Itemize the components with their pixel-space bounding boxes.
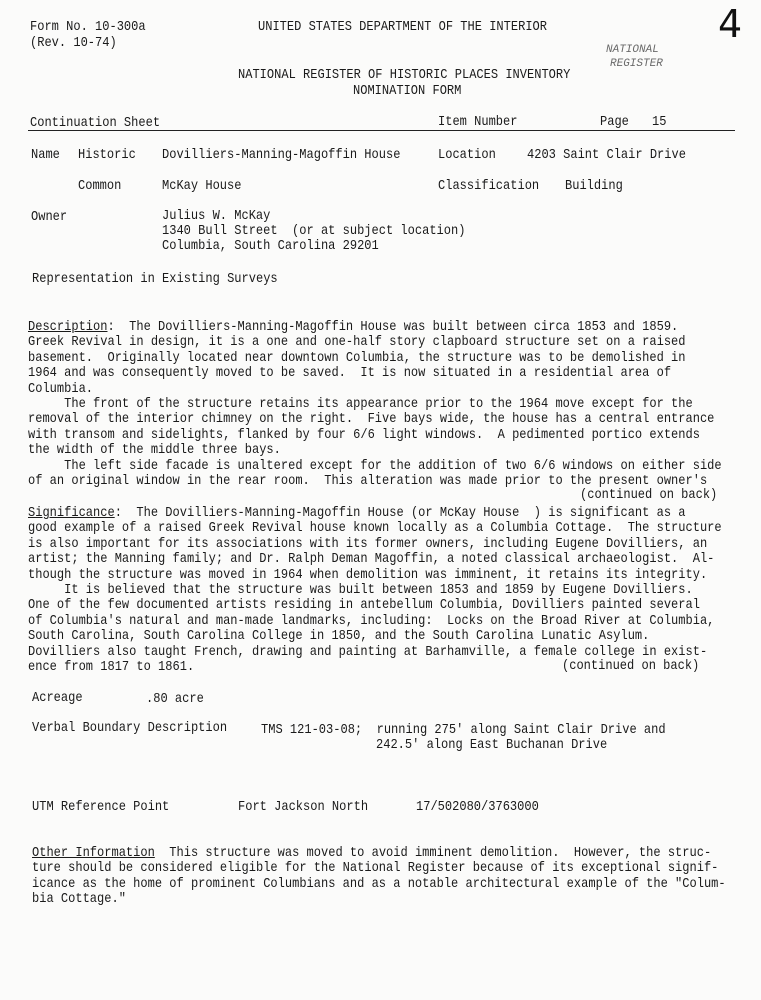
significance-line: artist; the Manning family; and Dr. Ralph Deman Magoffin, a noted classical archaeologist. Al- <box>28 551 715 568</box>
received-stamp-line1: NATIONAL <box>606 44 659 56</box>
historic-name: Dovilliers-Manning-Magoffin House <box>162 147 401 163</box>
utm-quad: Fort Jackson North <box>238 799 369 815</box>
description-section <box>28 320 753 489</box>
received-stamp-line2: REGISTER <box>610 58 663 70</box>
other-information-line: icance as the home of prominent Columbians and as a notable architectural example of the "Colum- <box>32 875 726 892</box>
description-continued: (continued on back) <box>580 487 718 503</box>
common-name: McKay House <box>162 178 242 194</box>
location-label: Location <box>438 147 496 163</box>
acreage-label: Acreage <box>32 690 83 706</box>
significance-line: One of the few documented artists residing in antebellum Columbia, Dovilliers painted several <box>28 597 700 614</box>
description-line: basement. Originally located near downtown Columbia, the structure was to be demolished in <box>28 349 686 366</box>
significance-section <box>28 506 753 675</box>
acreage-value: .80 acre <box>146 691 204 707</box>
page-label: Page <box>600 114 629 130</box>
significance-line: South Carolina, South Carolina College in 1850, and the South Carolina Lunatic Asylum. <box>28 628 650 645</box>
other-information-line: ture should be considered eligible for the National Register because of its exceptional signif- <box>32 860 719 877</box>
boundary-line1: TMS 121-03-08; running 275' along Saint Clair Drive and <box>261 722 666 738</box>
description-line: with transom and sidelights, flanked by four 6/6 light windows. A pedimented portico extends <box>28 426 700 443</box>
historic-label: Historic <box>78 147 136 163</box>
form-revision: (Rev. 10-74) <box>30 35 117 51</box>
other-information-line: bia Cottage." <box>32 891 126 908</box>
name-label: Name <box>31 147 60 163</box>
significance-line: ence from 1817 to 1861. <box>28 659 195 676</box>
description-line: Columbia. <box>28 380 94 397</box>
description-line: : The Dovilliers-Manning-Magoffin House was built between circa 1853 and 1859. <box>107 319 679 335</box>
owner-label: Owner <box>31 209 68 225</box>
description-line: the width of the middle three bays. <box>28 442 281 459</box>
corner-page-number: 4 <box>718 2 743 46</box>
other-information-line: This structure was moved to avoid imminent demolition. However, the struc- <box>154 845 712 861</box>
significance-continued: (continued on back) <box>562 658 700 674</box>
location-value: 4203 Saint Clair Drive <box>527 147 686 163</box>
boundary-label: Verbal Boundary Description <box>32 720 228 736</box>
description-line: 1964 and was consequently moved to be saved. It is now situated in a residential area of <box>28 365 672 382</box>
sheet-divider <box>28 130 735 131</box>
description-label: Description <box>28 319 108 335</box>
owner-city: Columbia, South Carolina 29201 <box>162 238 379 254</box>
description-line: Greek Revival in design, it is a one and one-half story clapboard structure set on a raised <box>28 334 686 351</box>
form-title: NATIONAL REGISTER OF HISTORIC PLACES INVENTORY <box>238 67 571 83</box>
significance-line: good example of a raised Greek Revival house known locally as a Columbia Cottage. The structure <box>28 520 722 537</box>
significance-line: Dovilliers also taught French, drawing and painting at Barhamville, a female college in exist- <box>28 643 708 660</box>
continuation-sheet-label: Continuation Sheet <box>30 115 161 131</box>
form-number: Form No. 10-300a <box>30 19 146 35</box>
significance-line: though the structure was moved in 1964 when demolition was imminent, it retains its integrity. <box>28 566 708 583</box>
boundary-line2: 242.5' along East Buchanan Drive <box>376 737 608 753</box>
surveys-label: Representation in Existing Surveys <box>32 271 278 287</box>
description-line: The front of the structure retains its appearance prior to the 1964 move except for the <box>28 396 693 413</box>
other-information-label: Other Information <box>32 845 155 861</box>
utm-value: 17/502080/3763000 <box>416 799 539 815</box>
department-heading: UNITED STATES DEPARTMENT OF THE INTERIOR <box>258 19 548 35</box>
description-line: of an original window in the rear room. This alteration was made prior to the present owner's <box>28 473 708 490</box>
significance-line: It is believed that the structure was built between 1853 and 1859 by Eugene Dovilliers. <box>28 582 693 599</box>
item-number-label: Item Number <box>438 114 518 130</box>
significance-line: : The Dovilliers-Manning-Magoffin House (or McKay House ) is significant as a <box>114 505 686 521</box>
significance-label: Significance <box>28 505 115 521</box>
description-line: removal of the interior chimney on the right. Five bays wide, the house has a central entrance <box>28 411 715 428</box>
page-number: 15 <box>652 114 667 130</box>
common-label: Common <box>78 178 122 194</box>
form-subtitle: NOMINATION FORM <box>353 83 462 99</box>
classification-value: Building <box>565 178 623 194</box>
description-line: The left side facade is unaltered except for the addition of two 6/6 windows on either side <box>28 457 722 474</box>
owner-street: 1340 Bull Street (or at subject location) <box>162 223 466 239</box>
significance-line: is also important for its associations with its former owners, including Eugene Dovilliers, an <box>28 535 708 552</box>
owner-name: Julius W. McKay <box>162 208 271 224</box>
significance-line: of Columbia's natural and man-made landmarks, including: Locks on the Broad River at Columbia, <box>28 612 715 629</box>
classification-label: Classification <box>438 178 540 194</box>
utm-label: UTM Reference Point <box>32 799 170 815</box>
other-information-section <box>32 846 757 908</box>
